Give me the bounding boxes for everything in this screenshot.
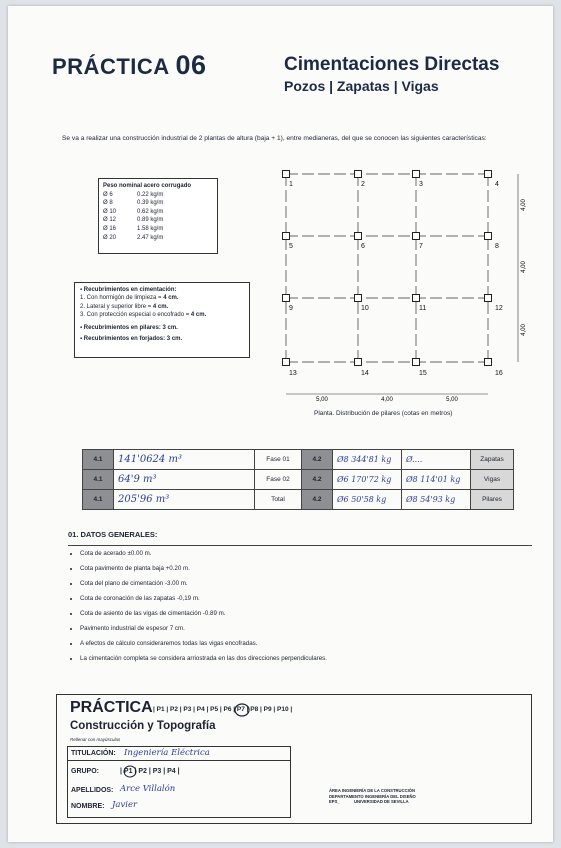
pillar-label: 11 xyxy=(419,305,427,312)
results-cell-type: Vigas xyxy=(471,470,514,490)
steel-row: Ø 20 2.47 kg/m xyxy=(103,234,164,241)
pillar-plan-drawing xyxy=(274,166,534,406)
document-sheet xyxy=(8,6,553,842)
apellidos-label: APELLIDOS: xyxy=(71,787,114,794)
pillar-label: 4 xyxy=(495,181,499,188)
general-data-item: • Cota pavimento de planta baja +0.20 m. xyxy=(80,561,540,576)
pillar-mark xyxy=(283,359,290,366)
results-cell-num: 4.1 xyxy=(83,490,114,510)
pillar-label: 12 xyxy=(495,305,503,312)
results-cell-v2[interactable]: Ø8 54'93 kg xyxy=(402,490,471,510)
pillar-label: 10 xyxy=(361,305,369,312)
steel-row: Ø 16 1.58 kg/m xyxy=(103,225,164,232)
titulacion-field[interactable]: Ingeniería Eléctrica xyxy=(124,748,210,758)
steel-table-title: Peso nominal acero corrugado xyxy=(103,183,192,189)
covers-slabs: Recubrimientos en forjados: 3 cm. xyxy=(83,336,183,343)
pillar-mark xyxy=(355,171,362,178)
results-table xyxy=(82,449,514,510)
results-cell-num: 4.1 xyxy=(83,470,114,490)
results-cell-type: Pilares xyxy=(471,490,514,510)
dimension-label: 5,00 xyxy=(316,397,328,403)
pillar-mark xyxy=(283,295,290,302)
pillar-label: 1 xyxy=(289,181,293,188)
practice-number-list: | P1 | P2 | P3 | P4 | P5 | P6 | P7 | P8 | P9 | P10 | xyxy=(153,706,293,713)
pillar-label: 5 xyxy=(289,243,293,250)
dimension-label: 4,00 xyxy=(381,397,393,403)
p1-selection-circle xyxy=(123,765,137,778)
results-row xyxy=(83,450,514,470)
steel-row: Ø 6 0.22 kg/m xyxy=(103,191,164,198)
steel-row: Ø 8 0.39 kg/m xyxy=(103,200,164,207)
covers-pillars: Recubrimientos en pilares: 3 cm. xyxy=(83,325,178,332)
grupo-label: GRUPO: xyxy=(71,768,99,775)
results-cell-v2[interactable]: Ø.... xyxy=(402,450,471,470)
general-data-item: • Cota de asiento de las vigas de cimentación -0.89 m. xyxy=(80,606,540,621)
pillar-mark xyxy=(413,295,420,302)
covers-box: ▪ Recubrimientos en cimentación: 1. Con hormigón de limpieza = 4 cm. 2. Lateral y superior libre = 4 cm. 3. Con protección especial o encofrado = 4 cm. ▪ Recubrimientos en pilares: 3 cm. ▪ Recubrimientos en forjados: 3 cm. xyxy=(74,282,250,358)
pillar-mark xyxy=(355,295,362,302)
steel-row: Ø 10 0.62 kg/m xyxy=(103,208,164,215)
footer-practica: PRÁCTICA xyxy=(70,699,153,716)
pillar-mark xyxy=(485,171,492,178)
results-cell-num2: 4.2 xyxy=(302,490,333,510)
general-data-item: • La cimentación completa se considera arriostrada en las dos direcciones perpendiculares. xyxy=(80,651,540,666)
covers-title: Recubrimientos en cimentación: xyxy=(83,287,177,293)
general-data-item: • A efectos de cálculo consideraremos todas las vigas encofradas. xyxy=(80,636,540,651)
pillar-label: 13 xyxy=(289,370,297,377)
pillar-label: 2 xyxy=(361,181,365,188)
results-cell-type: Zapatas xyxy=(471,450,514,470)
intro-text: Se va a realizar una construcción industrial de 2 plantas de altura (baja + 1), entre medianeras, del que se conocen las siguientes características: xyxy=(62,135,487,142)
general-data-title: 01. DATOS GENERALES: xyxy=(68,530,158,539)
footer-form xyxy=(56,694,532,824)
general-data-list xyxy=(68,546,540,666)
pillar-label: 9 xyxy=(289,305,293,312)
results-cell-value[interactable]: 141'0624 m³ xyxy=(114,450,255,470)
results-cell-num: 4.1 xyxy=(83,450,114,470)
results-cell-value[interactable]: 205'96 m³ xyxy=(114,490,255,510)
steel-weight-table xyxy=(98,178,218,254)
results-cell-v1[interactable]: Ø8 344'81 kg xyxy=(333,450,402,470)
page-subtitle: Pozos | Zapatas | Vigas xyxy=(284,78,439,94)
general-data-item: • Cota del plano de cimentación -3.00 m. xyxy=(80,576,540,591)
pillar-label: 6 xyxy=(361,243,365,250)
department-block: ÁREA INGENIERÍA DE LA CONSTRUCCIÓN DEPARTAMENTO INGENIERÍA DEL DISEÑO EPS_ xyxy=(329,788,416,804)
pillar-label: 14 xyxy=(361,370,369,377)
results-row xyxy=(83,490,514,510)
dimension-label: 4,00 xyxy=(521,324,527,336)
general-data-item: • Pavimento industrial de espesor 7 cm. xyxy=(80,621,540,636)
cover-item: 1. Con hormigón de limpieza = 4 cm. xyxy=(80,295,179,302)
steel-row: Ø 12 0.89 kg/m xyxy=(103,217,164,224)
nombre-label: NOMBRE: xyxy=(71,803,105,810)
results-cell-label: Fase 01 xyxy=(255,450,302,470)
pillar-label: 15 xyxy=(419,370,427,377)
pillar-mark xyxy=(485,295,492,302)
pillar-mark xyxy=(283,171,290,178)
results-cell-label: Fase 02 xyxy=(255,470,302,490)
results-cell-v1[interactable]: Ø6 50'58 kg xyxy=(333,490,402,510)
apellidos-field[interactable]: Arce Villalón xyxy=(120,784,176,794)
pillar-label: 8 xyxy=(495,243,499,250)
footer-note: Rellenar con mayúsculas xyxy=(70,737,121,742)
results-row xyxy=(83,470,514,490)
titulacion-label: TITULACIÓN: xyxy=(71,750,116,757)
results-cell-v2[interactable]: Ø8 114'01 kg xyxy=(402,470,471,490)
dimension-label: 4,00 xyxy=(521,261,527,273)
nombre-field[interactable]: Javier xyxy=(112,800,138,810)
results-cell-num2: 4.2 xyxy=(302,450,333,470)
pillar-mark xyxy=(413,359,420,366)
pillar-label: 7 xyxy=(419,243,423,250)
page-title: Cimentaciones Directas xyxy=(284,54,500,75)
results-cell-num2: 4.2 xyxy=(302,470,333,490)
pillar-mark xyxy=(355,359,362,366)
pillar-mark xyxy=(283,233,290,240)
pillar-mark xyxy=(355,233,362,240)
footer-subtitle: Construcción y Topografía xyxy=(70,720,216,732)
pillar-mark xyxy=(485,233,492,240)
results-cell-label: Total xyxy=(255,490,302,510)
pillar-label: 16 xyxy=(495,370,503,377)
p6-selection-circle xyxy=(234,703,250,717)
university-name: UNIVERSIDAD DE SEVILLA xyxy=(354,799,409,804)
plan-caption: Planta. Distribución de pilares (cotas en metros) xyxy=(314,410,453,417)
results-cell-v1[interactable]: Ø6 170'72 kg xyxy=(333,470,402,490)
grupo-field[interactable]: | P1 | P2 | P3 | P4 | xyxy=(120,768,180,775)
practice-heading: PRÁCTICA 06 xyxy=(52,50,207,80)
pillar-mark xyxy=(413,233,420,240)
results-cell-value[interactable]: 64'9 m³ xyxy=(114,470,255,490)
general-data-item: • Cota de coronación de las zapatas -0,19 m. xyxy=(80,591,540,606)
student-data-box xyxy=(67,746,291,818)
cover-item: 3. Con protección especial o encofrado = 4 cm. xyxy=(80,311,207,318)
dimension-label: 5,00 xyxy=(446,397,458,403)
dimension-label: 4,00 xyxy=(521,199,527,211)
cover-item: 2. Lateral y superior libre = 4 cm. xyxy=(80,303,169,310)
pillar-mark xyxy=(413,171,420,178)
general-data-item: • Cota de acerado ±0.00 m. xyxy=(80,546,540,561)
pillar-label: 3 xyxy=(419,181,423,188)
pillar-mark xyxy=(485,359,492,366)
